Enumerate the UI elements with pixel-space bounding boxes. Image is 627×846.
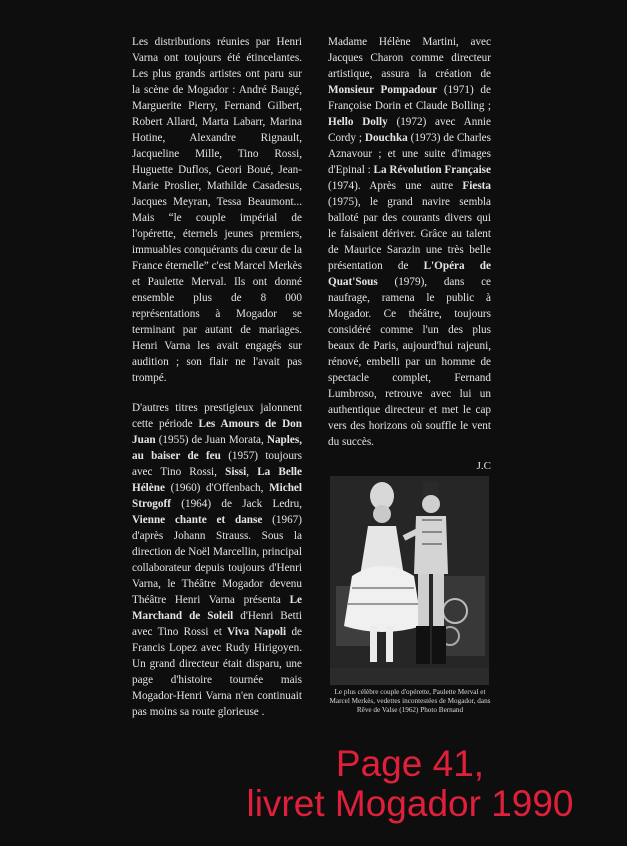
text-run: (1967) d'après Johann Strauss. Sous la direction de Noël Marcellin, principal collaborateur depuis toujours d'Henri Varna, le Théâtre Mogador devenu Théâtre Henri Varna présenta — [132, 514, 303, 606]
text-run: (1957) toujours avec Tino Rossi, — [132, 450, 302, 478]
text-run: Madame Hélène Martini, avec Jacques Charon comme directeur artistique, assura la création de — [328, 36, 491, 80]
text-run: (1971) de Françoise Dorin et Claude Bolling ; — [328, 84, 491, 112]
show-title: Sissi — [225, 466, 247, 478]
author-signature: J.C — [476, 460, 491, 472]
text-run: D'autres titres prestigieux jalonnent cette période — [132, 402, 302, 430]
stamp-line-1: Page 41, — [335, 743, 485, 784]
show-title: La Révolution Française — [373, 164, 492, 176]
stamp-line-2: livret Mogador 1990 — [246, 783, 574, 824]
text-run: d'Henri Betti avec Tino Rossi et — [132, 610, 302, 638]
show-title: Vienne chante et danse — [132, 514, 263, 526]
text-run: (1960) d'Offenbach, — [164, 482, 270, 494]
text-run: , — [246, 466, 258, 478]
show-title: Le Marchand de Soleil — [132, 594, 302, 622]
show-title: L'Opéra de Quat'Sous — [328, 260, 491, 288]
show-title: Monsieur Pompadour — [328, 84, 438, 96]
text-run: (1979), dans ce naufrage, ramena le public à Mogador. Ce théâtre, toujours considéré comme l'un des plus beaux de Paris, aujourd'hui rajeuni, rénové, embelli par un homme de spectacle complet, Fernand Lumbroso, retrouve avec lui un authentique directeur et met le cap vers des horizons où souffle le vent du succès. — [328, 276, 491, 448]
show-title: Viva Napoli — [227, 626, 287, 638]
show-title: Michel Strogoff — [132, 482, 302, 510]
show-title: Fiesta — [462, 180, 491, 192]
performance-photo — [330, 476, 489, 685]
show-title: Naples, au baiser de feu — [132, 434, 302, 462]
text-run: (1973) de Charles Aznavour ; et une suite d'images d'Epinal : — [328, 132, 491, 176]
show-title: Douchka — [364, 132, 408, 144]
paragraph-martini — [328, 34, 491, 450]
paragraph-titres — [132, 400, 302, 720]
text-run: (1972) avec Annie Cordy ; — [328, 116, 491, 144]
photo-illustration — [330, 476, 489, 685]
paragraph-distributions: Les distributions réunies par Henri Varna ont toujours été étincelantes. Les plus grands artistes ont paru sur la scène de Mogador : André Baugé, Marguerite Pierry, Fernand Gilbert, Robert Allard, Marta Labarr, Marina Hotine, Alexandre Rignault, Jacqueline Mille, Tino Rossi, Huguette Duflos, Geori Boué, Jean-Marie Proslier, Mathilde Casadesus, Jacques Meyran, Tessa Beaumont... Mais “le couple impérial de l'opérette, éternels jeunes premiers, immuables conquérants du cœur de la France éternelle” c'est Marcel Merkès et Paulette Merval. Ils ont donné ensemble plus de 8 000 représentations à Mogador se terminant par autant de mariages. Henri Varna les avait engagés sur audition ; son flair ne l'avait pas trompé. — [132, 36, 302, 384]
show-title: Hello Dolly — [328, 116, 388, 128]
text-run: (1974). Après une autre — [328, 180, 463, 192]
show-title: La Belle Hélène — [132, 466, 303, 494]
right-text-column — [328, 34, 491, 474]
text-run: (1964) de Jack Ledru, — [170, 498, 302, 510]
text-run: de Francis Lopez avec Rudy Hirigoyen. Un grand directeur était disparu, une page d'histoire tournée mais Mogador-Henri Varna n'en continuait pas moins sa route glorieuse . — [132, 626, 302, 718]
left-text-column — [132, 34, 302, 734]
show-title: Les Amours de Don Juan — [132, 418, 302, 446]
text-run: (1975), le grand navire sembla balloté par des courants divers qui le faisaient dériver. Grâce au talent de Maurice Sarazin une très belle présentation de — [328, 196, 491, 272]
page-reference-stamp — [205, 744, 615, 824]
text-run: (1955) de Juan Morata, — [155, 434, 267, 446]
photo-caption: Le plus célèbre couple d'opérette, Paulette Merval et Marcel Merkès, vedettes incontestées de Mogador, dans Rêve de Valse (1962) Photo Bernand — [329, 688, 491, 714]
